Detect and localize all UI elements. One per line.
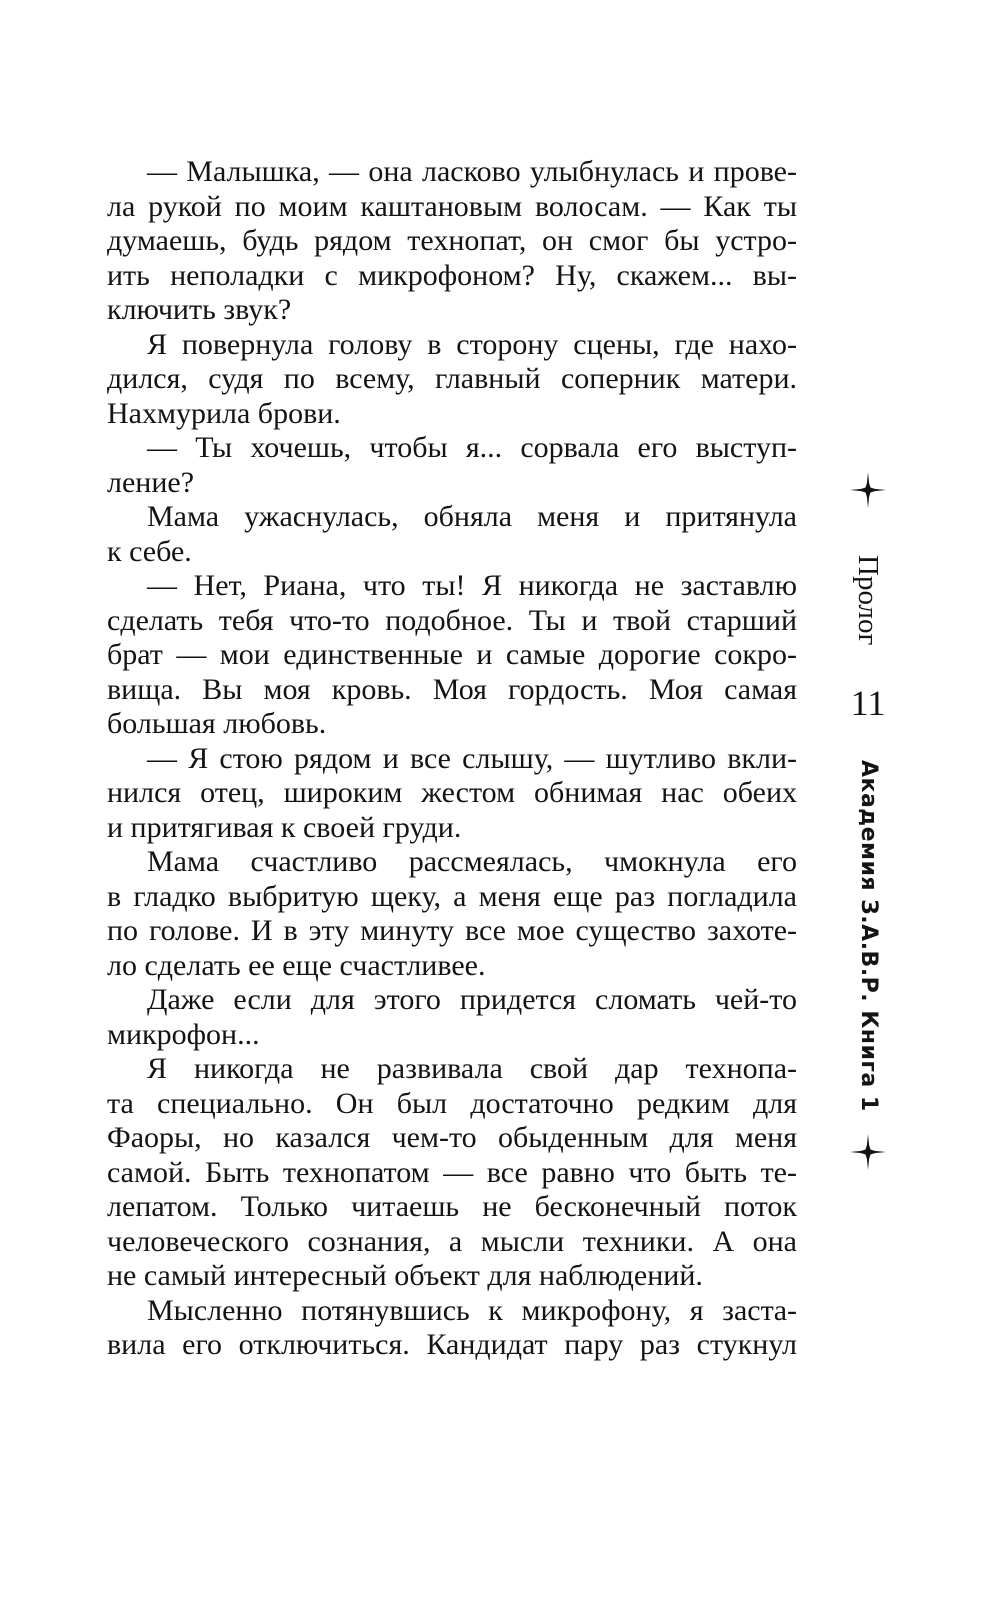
text-line: — Ты хочешь, чтобы я... сорвала его выступ-	[147, 431, 797, 464]
text-line: в гладко выбритую щеку, а меня еще раз погладила	[107, 879, 797, 913]
text-line: лепатом. Только читаешь не бесконечный поток	[107, 1190, 797, 1223]
text-line: та специально. Он был достаточно редким для	[107, 1086, 797, 1120]
paragraph	[107, 742, 797, 846]
paragraph	[107, 845, 797, 983]
text-line: — Я стою рядом и все слышу, — шутливо вкли-	[147, 741, 797, 775]
text-line: не самый интересный объект для наблюдений.	[107, 1259, 703, 1292]
paragraph	[107, 1294, 797, 1363]
text-line: ключить звук?	[107, 293, 292, 326]
paragraph	[107, 328, 797, 432]
text-line: Мама ужаснулась, обняла меня и притянула	[147, 500, 797, 533]
text-line: и притягивая к своей груди.	[107, 810, 462, 844]
text-line: Нахмурила брови.	[107, 396, 341, 430]
text-line: Фаоры, но казался чем-то обыденным для меня	[107, 1121, 797, 1154]
paragraph	[107, 569, 797, 742]
text-line: Я никогда не развивала свой дар технопа-	[147, 1052, 797, 1085]
text-line: сделать тебя что-то подобное. Ты и твой старший	[107, 603, 797, 637]
page-number: 11	[850, 683, 886, 723]
text-line: микрофон...	[107, 1017, 260, 1051]
star-ornament-icon	[848, 470, 888, 510]
text-line: к себе.	[107, 534, 192, 568]
text-line: большая любовь.	[107, 707, 327, 740]
paragraph	[107, 983, 797, 1052]
text-line: вила его отключиться. Кандидат пару раз стукнул	[107, 1328, 797, 1361]
text-line: человеческого сознания, а мысли техники. А она	[107, 1224, 797, 1258]
paragraph	[107, 155, 797, 328]
text-line: по голове. И в эту минуту все мое существо захоте-	[107, 914, 797, 947]
text-line: Мысленно потянувшись к микрофону, я застa-	[147, 1293, 797, 1327]
paragraph	[107, 1052, 797, 1294]
star-ornament-icon	[848, 1132, 888, 1172]
text-line: — Нет, Риана, что ты! Я никогда не заставлю	[147, 569, 797, 602]
text-line: ло сделать ее еще счастливее.	[107, 948, 486, 982]
text-line: ление?	[107, 465, 195, 499]
text-line: думаешь, будь рядом технопат, он смог бы устро-	[107, 224, 797, 257]
paragraph	[107, 431, 797, 500]
text-line: нился отец, широким жестом обнимая нас обеих	[107, 776, 797, 809]
text-line: Мама счастливо рассмеялась, чмокнула его	[147, 845, 797, 878]
text-line: Я повернула голову в сторону сцены, где нахо-	[147, 327, 797, 361]
text-line: ла рукой по моим каштановым волосам. — Как ты	[107, 189, 797, 223]
text-line: — Малышка, — она ласково улыбнулась и прове-	[147, 155, 797, 188]
body-text	[107, 155, 797, 1363]
text-line: дился, судя по всему, главный соперник матери.	[107, 362, 797, 395]
text-line: вища. Вы моя кровь. Моя гордость. Моя самая	[107, 672, 797, 706]
text-line: Даже если для этого придется сломать чей-то	[147, 983, 797, 1016]
text-line: ить неполадки с микрофоном? Ну, скажем... вы-	[107, 258, 797, 292]
paragraph	[107, 500, 797, 569]
text-line: самой. Быть технопатом — все равно что быть те-	[107, 1155, 797, 1189]
text-line: брат — мои единственные и самые дорогие сокро-	[107, 638, 797, 671]
